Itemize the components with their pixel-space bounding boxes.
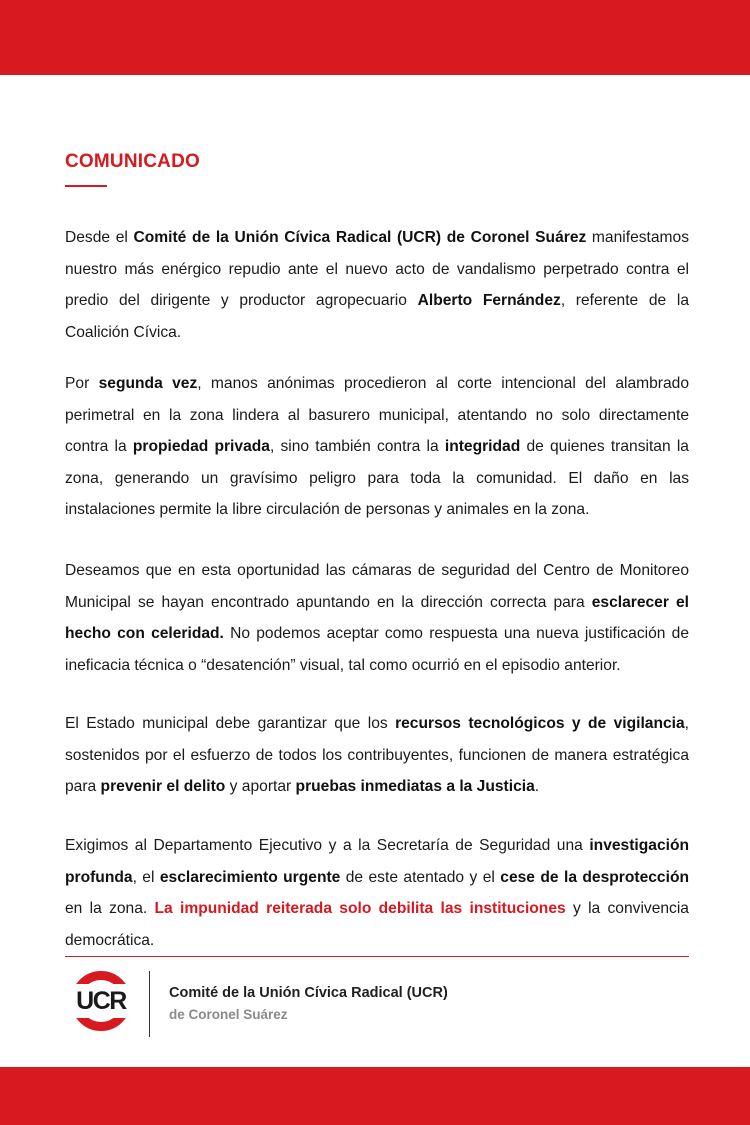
page-title: COMUNICADO bbox=[65, 151, 200, 172]
body-text: , sostenidos por el esfuerzo de todos los contribuyentes, funcionen de manera estratégica para bbox=[65, 715, 689, 795]
emphasized-text: prevenir el delito bbox=[100, 778, 226, 795]
body-text: y aportar bbox=[225, 778, 296, 795]
paragraph-4 bbox=[65, 708, 689, 803]
top-red-band bbox=[0, 0, 750, 75]
paragraph-3 bbox=[65, 555, 689, 681]
org-name: Comité de la Unión Cívica Radical (UCR) bbox=[169, 985, 448, 1001]
title-underline bbox=[65, 185, 107, 187]
body-text: manifestamos nuestro más enérgico repudio ante el nuevo acto de vandalismo perpetrado contra el predio del dirigente y productor agropecuario bbox=[65, 229, 689, 309]
body-text: No podemos aceptar como respuesta una nueva justificación de ineficacia técnica o “desatención” visual, tal como ocurrió en el episodio anterior. bbox=[65, 625, 689, 674]
body-text: , referente de la Coalición Cívica. bbox=[65, 292, 689, 341]
emphasized-text: integridad bbox=[444, 438, 521, 455]
bottom-red-band bbox=[0, 1067, 750, 1125]
emphasized-text: esclarecimiento urgente bbox=[159, 868, 341, 886]
body-text: , manos anónimas procedieron al corte intencional del alambrado perimetral en la zona lindera al basurero municipal, atentando no solo directamente contra la bbox=[65, 375, 690, 455]
emphasized-text: cese de la desprotección bbox=[500, 868, 689, 886]
emphasized-text: pruebas inmediatas a la Justicia bbox=[295, 778, 535, 795]
body-text: Exigimos al Departamento Ejecutivo y a la Secretaría de Seguridad una bbox=[65, 837, 590, 854]
body-text: Desde el bbox=[65, 229, 134, 246]
emphasized-text: Alberto Fernández bbox=[417, 292, 561, 309]
footer-vertical-divider bbox=[149, 971, 150, 1037]
body-text: de quienes transitan la zona, generando un gravísimo peligro para toda la comunidad. El daño en las instalaciones permite la libre circulación de personas y animales en la zona. bbox=[65, 438, 689, 518]
body-text: , sino también contra la bbox=[269, 438, 445, 455]
ucr-logo-text: UCR bbox=[76, 987, 126, 1015]
body-text: . bbox=[534, 778, 540, 795]
body-text: en la zona. bbox=[65, 900, 155, 917]
emphasized-text: Comité de la Unión Cívica Radical (UCR) de Coronel Suárez bbox=[133, 229, 587, 246]
body-text: de este atentado y el bbox=[340, 868, 501, 886]
footer-divider-line bbox=[65, 956, 689, 957]
emphasized-text: La impunidad reiterada solo debilita las instituciones bbox=[154, 900, 566, 917]
body-text: El Estado municipal debe garantizar que los bbox=[65, 715, 396, 732]
paragraph-1 bbox=[65, 222, 689, 348]
body-text: Por bbox=[65, 375, 99, 392]
org-subtitle: de Coronel Suárez bbox=[169, 1007, 288, 1022]
emphasized-text: investigación profunda bbox=[65, 837, 689, 886]
emphasized-text: propiedad privada bbox=[132, 438, 270, 455]
paragraph-2 bbox=[65, 368, 689, 526]
paragraph-5 bbox=[65, 830, 689, 956]
emphasized-text: esclarecer el hecho con celeridad. bbox=[65, 593, 690, 642]
emphasized-text: recursos tecnológicos y de vigilancia bbox=[395, 715, 685, 732]
body-text: y la convivencia democrática. bbox=[65, 900, 689, 949]
body-text: , el bbox=[132, 868, 160, 886]
emphasized-text: segunda vez bbox=[98, 375, 198, 392]
body-text: Deseamos que en esta oportunidad las cámaras de seguridad del Centro de Monitoreo Municipal se hayan encontrado apuntando en la dirección correcta para bbox=[65, 562, 689, 611]
